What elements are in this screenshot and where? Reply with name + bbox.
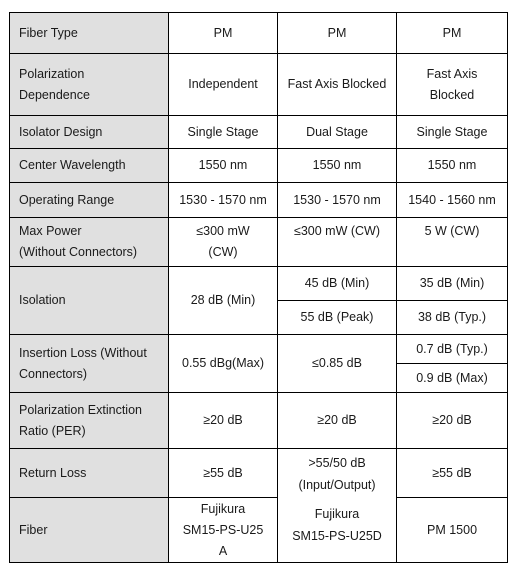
- value-operating-range-b: 1530 - 1570 nm: [278, 183, 397, 218]
- value-return-loss-b-line2: (Input/Output): [298, 478, 376, 492]
- value-insertion-loss-c-bottom: 0.9 dB (Max): [397, 364, 508, 393]
- value-per-c: ≥20 dB: [397, 393, 508, 449]
- value-fiber-b-line1: Fujikura: [314, 507, 360, 521]
- row-isolation-top: [10, 267, 508, 301]
- label-insertion-loss-line2: Connectors): [19, 366, 88, 381]
- value-insertion-loss-a: 0.55 dBg(Max): [169, 335, 278, 393]
- value-isolation-c-top: 35 dB (Min): [397, 267, 508, 301]
- label-max-power-line2: (Without Connectors): [19, 245, 138, 259]
- row-operating-range: [10, 183, 508, 218]
- value-fiber-a-line3: A: [218, 543, 228, 558]
- value-per-a: ≥20 dB: [169, 393, 278, 449]
- value-center-wavelength-c: 1550 nm: [397, 149, 508, 183]
- value-max-power-a-line2: (CW): [208, 245, 238, 259]
- label-max-power: [10, 218, 169, 267]
- value-polarization-dependence-b: Fast Axis Blocked: [278, 54, 397, 116]
- value-fiber-type-b: PM: [278, 13, 397, 54]
- value-center-wavelength-b: 1550 nm: [278, 149, 397, 183]
- value-insertion-loss-b: ≤0.85 dB: [278, 335, 397, 393]
- label-center-wavelength: Center Wavelength: [10, 149, 169, 183]
- label-max-power-line1: Max Power: [19, 224, 82, 238]
- row-per: [10, 393, 508, 449]
- value-max-power-b: ≤300 mW (CW): [278, 218, 397, 267]
- value-fiber-c: PM 1500: [397, 498, 508, 563]
- label-per-line1: Polarization Extinction: [19, 402, 142, 417]
- value-fiber-type-c: PM: [397, 13, 508, 54]
- value-isolator-design-a: Single Stage: [169, 116, 278, 149]
- value-return-loss-a: ≥55 dB: [169, 449, 278, 498]
- value-polarization-dependence-c-line1: Fast Axis: [426, 66, 478, 81]
- row-isolator-design: [10, 116, 508, 149]
- label-per: [10, 393, 169, 449]
- specifications-table: [9, 12, 508, 563]
- value-isolation-a: 28 dB (Min): [169, 267, 278, 335]
- label-fiber: Fiber: [10, 498, 169, 563]
- label-insertion-loss: [10, 335, 169, 393]
- label-return-loss: Return Loss: [10, 449, 169, 498]
- value-fiber-a-line1: Fujikura: [200, 501, 246, 516]
- row-fiber: [10, 498, 508, 563]
- value-operating-range-c: 1540 - 1560 nm: [397, 183, 508, 218]
- value-isolation-b-top: 45 dB (Min): [278, 267, 397, 301]
- value-center-wavelength-a: 1550 nm: [169, 149, 278, 183]
- value-isolation-c-bottom: 38 dB (Typ.): [397, 301, 508, 335]
- value-isolator-design-c: Single Stage: [397, 116, 508, 149]
- label-isolation: Isolation: [10, 267, 169, 335]
- row-max-power: [10, 218, 508, 267]
- value-fiber-a-line2: SM15-PS-U25: [182, 522, 264, 537]
- label-per-line2: Ratio (PER): [19, 423, 86, 438]
- label-polarization-dependence-line2: Dependence: [19, 87, 90, 102]
- value-max-power-a: [169, 218, 278, 267]
- value-fiber-type-a: PM: [169, 13, 278, 54]
- value-max-power-a-line1: ≤300 mW: [196, 224, 250, 238]
- label-fiber-type: Fiber Type: [10, 13, 169, 54]
- row-center-wavelength: [10, 149, 508, 183]
- value-polarization-dependence-a: Independent: [169, 54, 278, 116]
- value-fiber-b-line2: SM15-PS-U25D: [292, 529, 382, 543]
- value-isolator-design-b: Dual Stage: [278, 116, 397, 149]
- row-polarization-dependence: [10, 54, 508, 116]
- value-max-power-c: 5 W (CW): [397, 218, 508, 267]
- value-insertion-loss-c-top: 0.7 dB (Typ.): [397, 335, 508, 364]
- value-polarization-dependence-c: [397, 54, 508, 116]
- value-polarization-dependence-c-line2: Blocked: [429, 87, 475, 102]
- row-return-loss: [10, 449, 508, 498]
- value-per-b: ≥20 dB: [278, 393, 397, 449]
- value-isolation-b-bottom: 55 dB (Peak): [278, 301, 397, 335]
- label-isolator-design: Isolator Design: [10, 116, 169, 149]
- label-insertion-loss-line1: Insertion Loss (Without: [19, 345, 147, 360]
- label-polarization-dependence-line1: Polarization: [19, 66, 85, 81]
- row-insertion-loss-top: [10, 335, 508, 364]
- value-return-loss-b-line1: >55/50 dB: [308, 456, 366, 470]
- label-polarization-dependence: [10, 54, 169, 116]
- value-fiber-a: [169, 498, 278, 563]
- label-operating-range: Operating Range: [10, 183, 169, 218]
- value-return-loss-c: ≥55 dB: [397, 449, 508, 498]
- value-operating-range-a: 1530 - 1570 nm: [169, 183, 278, 218]
- row-fiber-type: [10, 13, 508, 54]
- value-return-loss-and-fiber-b: [278, 449, 397, 563]
